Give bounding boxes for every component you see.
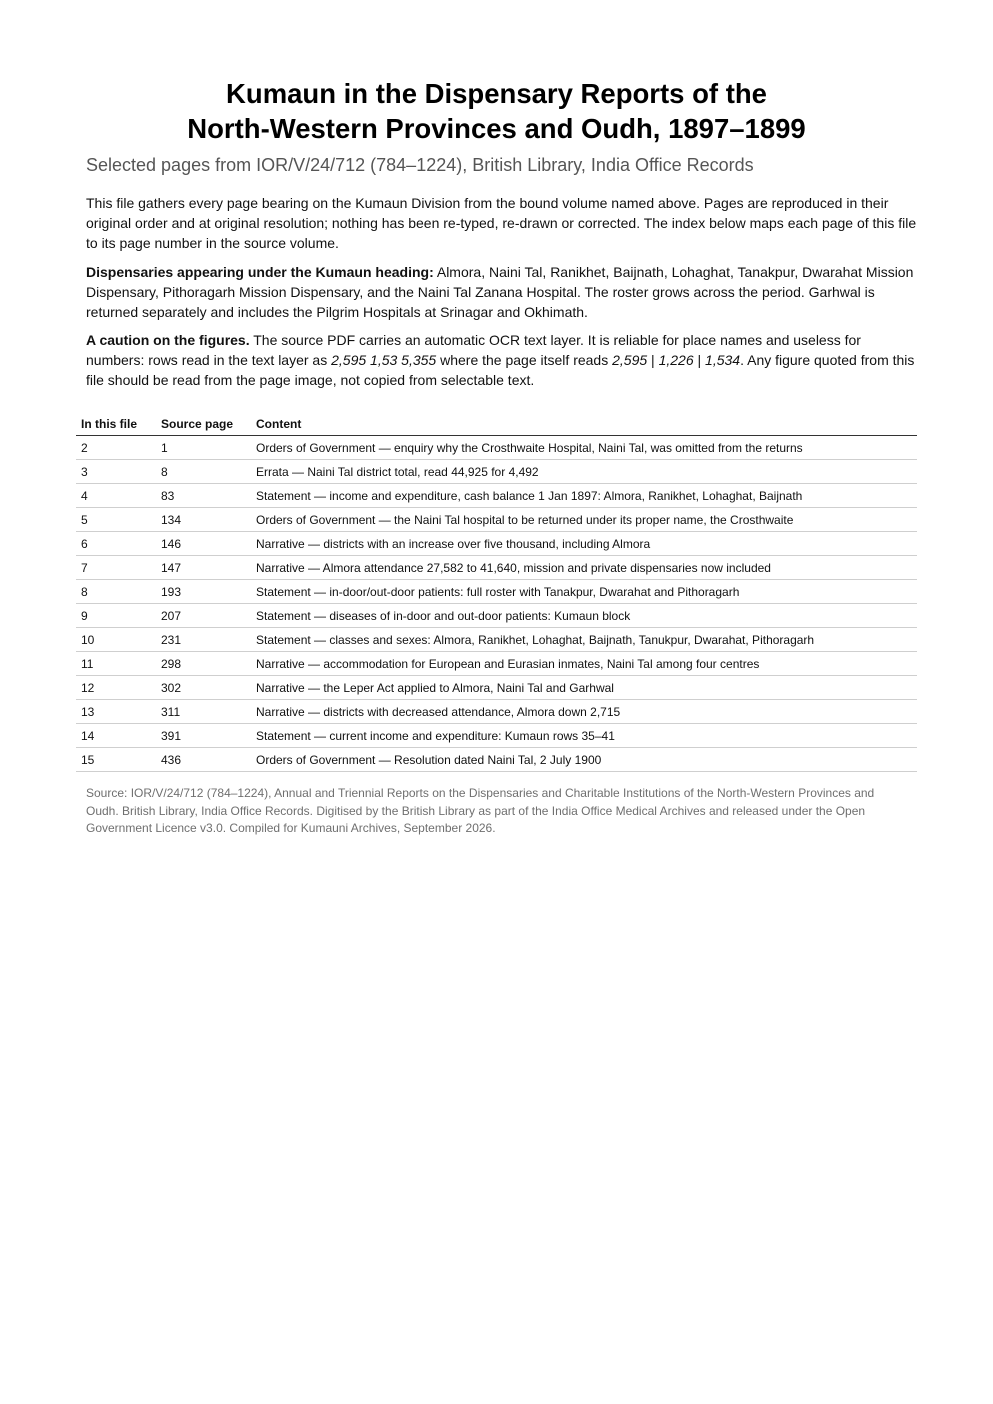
- cell-content: Statement — classes and sexes: Almora, Ranikhet, Lohaghat, Baijnath, Tanukpur, Dwarahat, Pithoragarh: [251, 628, 917, 652]
- cell-content: Orders of Government — the Naini Tal hospital to be returned under its proper name, the Crosthwaite: [251, 508, 917, 532]
- cell-source-page: 8: [156, 460, 251, 484]
- table-row: [76, 700, 917, 724]
- source-note: Source: IOR/V/24/712 (784–1224), Annual and Triennial Reports on the Dispensaries and Charitable Institutions of the North-Western Provinces and Oudh. British Library, India Office Records. Digitised by the British Library as part of the India Office Medical Archives and released under the Open Government Licence v3.0. Compiled for Kumauni Archives, September 2026.: [86, 786, 875, 835]
- page-subtitle: Selected pages from IOR/V/24/712 (784–1224), British Library, India Office Records: [86, 155, 754, 175]
- cell-content: Errata — Naini Tal district total, read 44,925 for 4,492: [251, 460, 917, 484]
- cell-content: Orders of Government — Resolution dated Naini Tal, 2 July 1900: [251, 748, 917, 772]
- cell-content: Statement — in-door/out-door patients: full roster with Tanakpur, Dwarahat and Pithoragarh: [251, 580, 917, 604]
- cell-source-page: 83: [156, 484, 251, 508]
- table-body: [76, 436, 917, 772]
- cell-source-page: 298: [156, 652, 251, 676]
- cell-content: Narrative — accommodation for European and Eurasian inmates, Naini Tal among four centres: [251, 652, 917, 676]
- cell-file-page: 5: [76, 508, 156, 532]
- cell-source-page: 1: [156, 436, 251, 460]
- cell-source-page: 302: [156, 676, 251, 700]
- cell-source-page: 231: [156, 628, 251, 652]
- header-content: Content: [251, 412, 917, 436]
- table-row: [76, 748, 917, 772]
- table-row: [76, 460, 917, 484]
- cell-source-page: 147: [156, 556, 251, 580]
- table-row: [76, 532, 917, 556]
- cell-file-page: 6: [76, 532, 156, 556]
- cell-file-page: 14: [76, 724, 156, 748]
- table-row: [76, 628, 917, 652]
- cell-source-page: 134: [156, 508, 251, 532]
- cell-content: Narrative — districts with decreased attendance, Almora down 2,715: [251, 700, 917, 724]
- cell-content: Orders of Government — enquiry why the Crosthwaite Hospital, Naini Tal, was omitted from the returns: [251, 436, 917, 460]
- caution-label: A caution on the figures.: [86, 332, 250, 348]
- figure-2: 1,226: [658, 352, 694, 368]
- dispensaries-label: Dispensaries appearing under the Kumaun heading:: [86, 264, 434, 280]
- cell-source-page: 207: [156, 604, 251, 628]
- cell-file-page: 7: [76, 556, 156, 580]
- table-row: [76, 556, 917, 580]
- dispensaries-paragraph: [86, 262, 918, 322]
- cell-content: Narrative — Almora attendance 27,582 to 41,640, mission and private dispensaries now included: [251, 556, 917, 580]
- cell-content: Statement — diseases of in-door and out-door patients: Kumaun block: [251, 604, 917, 628]
- table-header-row: [76, 412, 917, 436]
- cell-content: Narrative — the Leper Act applied to Almora, Naini Tal and Garhwal: [251, 676, 917, 700]
- cell-source-page: 311: [156, 700, 251, 724]
- cell-file-page: 2: [76, 436, 156, 460]
- table-row: [76, 604, 917, 628]
- cell-source-page: 193: [156, 580, 251, 604]
- table-row: [76, 652, 917, 676]
- cell-source-page: 436: [156, 748, 251, 772]
- table-row: [76, 580, 917, 604]
- figure-1: 2,595: [612, 352, 648, 368]
- page-title: [0, 76, 993, 146]
- cell-file-page: 10: [76, 628, 156, 652]
- cell-source-page: 391: [156, 724, 251, 748]
- caution-text-3: . Any figure quoted from this file should be read from the page image, not copied from selectable text.: [86, 352, 915, 388]
- table-row: [76, 484, 917, 508]
- title-line-1: Kumaun in the Dispensary Reports of the: [226, 78, 767, 109]
- cell-file-page: 15: [76, 748, 156, 772]
- caution-text-1: The source PDF carries an automatic OCR text layer. It is reliable for place names and useless for numbers: rows read in the text layer as: [86, 332, 861, 368]
- ocr-example: 2,595 1,53 5,355: [331, 352, 437, 368]
- cell-file-page: 13: [76, 700, 156, 724]
- page-index-table: [76, 412, 917, 772]
- caution-paragraph: [86, 330, 918, 390]
- table-row: [76, 724, 917, 748]
- table-row: [76, 676, 917, 700]
- cell-file-page: 9: [76, 604, 156, 628]
- cell-content: Statement — current income and expenditure: Kumaun rows 35–41: [251, 724, 917, 748]
- caution-text-2: where the page itself reads: [436, 352, 613, 368]
- header-source-page: Source page: [156, 412, 251, 436]
- cell-source-page: 146: [156, 532, 251, 556]
- figure-separator: |: [647, 352, 659, 368]
- cell-content: Narrative — districts with an increase over five thousand, including Almora: [251, 532, 917, 556]
- cell-file-page: 4: [76, 484, 156, 508]
- dispensaries-text: Almora, Naini Tal, Ranikhet, Baijnath, Lohaghat, Tanakpur, Dwarahat Mission Dispensary, Pithoragarh Mission Dispensary, and the Naini Tal Zanana Hospital. The roster grows across the period. Garhwal is returned separately and includes the Pilgrim Hospitals at Srinagar and Okhimath.: [86, 264, 914, 320]
- cell-file-page: 11: [76, 652, 156, 676]
- intro-paragraph: This file gathers every page bearing on the Kumaun Division from the bound volume named above. Pages are reproduced in their original order and at original resolution; nothing has been re-typed, re-drawn or corrected. The index below maps each page of this file to its page number in the source volume.: [86, 195, 917, 251]
- header-in-this-file: In this file: [76, 412, 156, 436]
- table-row: [76, 436, 917, 460]
- cell-file-page: 3: [76, 460, 156, 484]
- figure-3: 1,534: [705, 352, 741, 368]
- figure-separator: |: [693, 352, 706, 368]
- cell-file-page: 12: [76, 676, 156, 700]
- cell-file-page: 8: [76, 580, 156, 604]
- table-row: [76, 508, 917, 532]
- cell-content: Statement — income and expenditure, cash balance 1 Jan 1897: Almora, Ranikhet, Lohaghat, Baijnath: [251, 484, 917, 508]
- title-line-2: North-Western Provinces and Oudh, 1897–1899: [187, 113, 806, 144]
